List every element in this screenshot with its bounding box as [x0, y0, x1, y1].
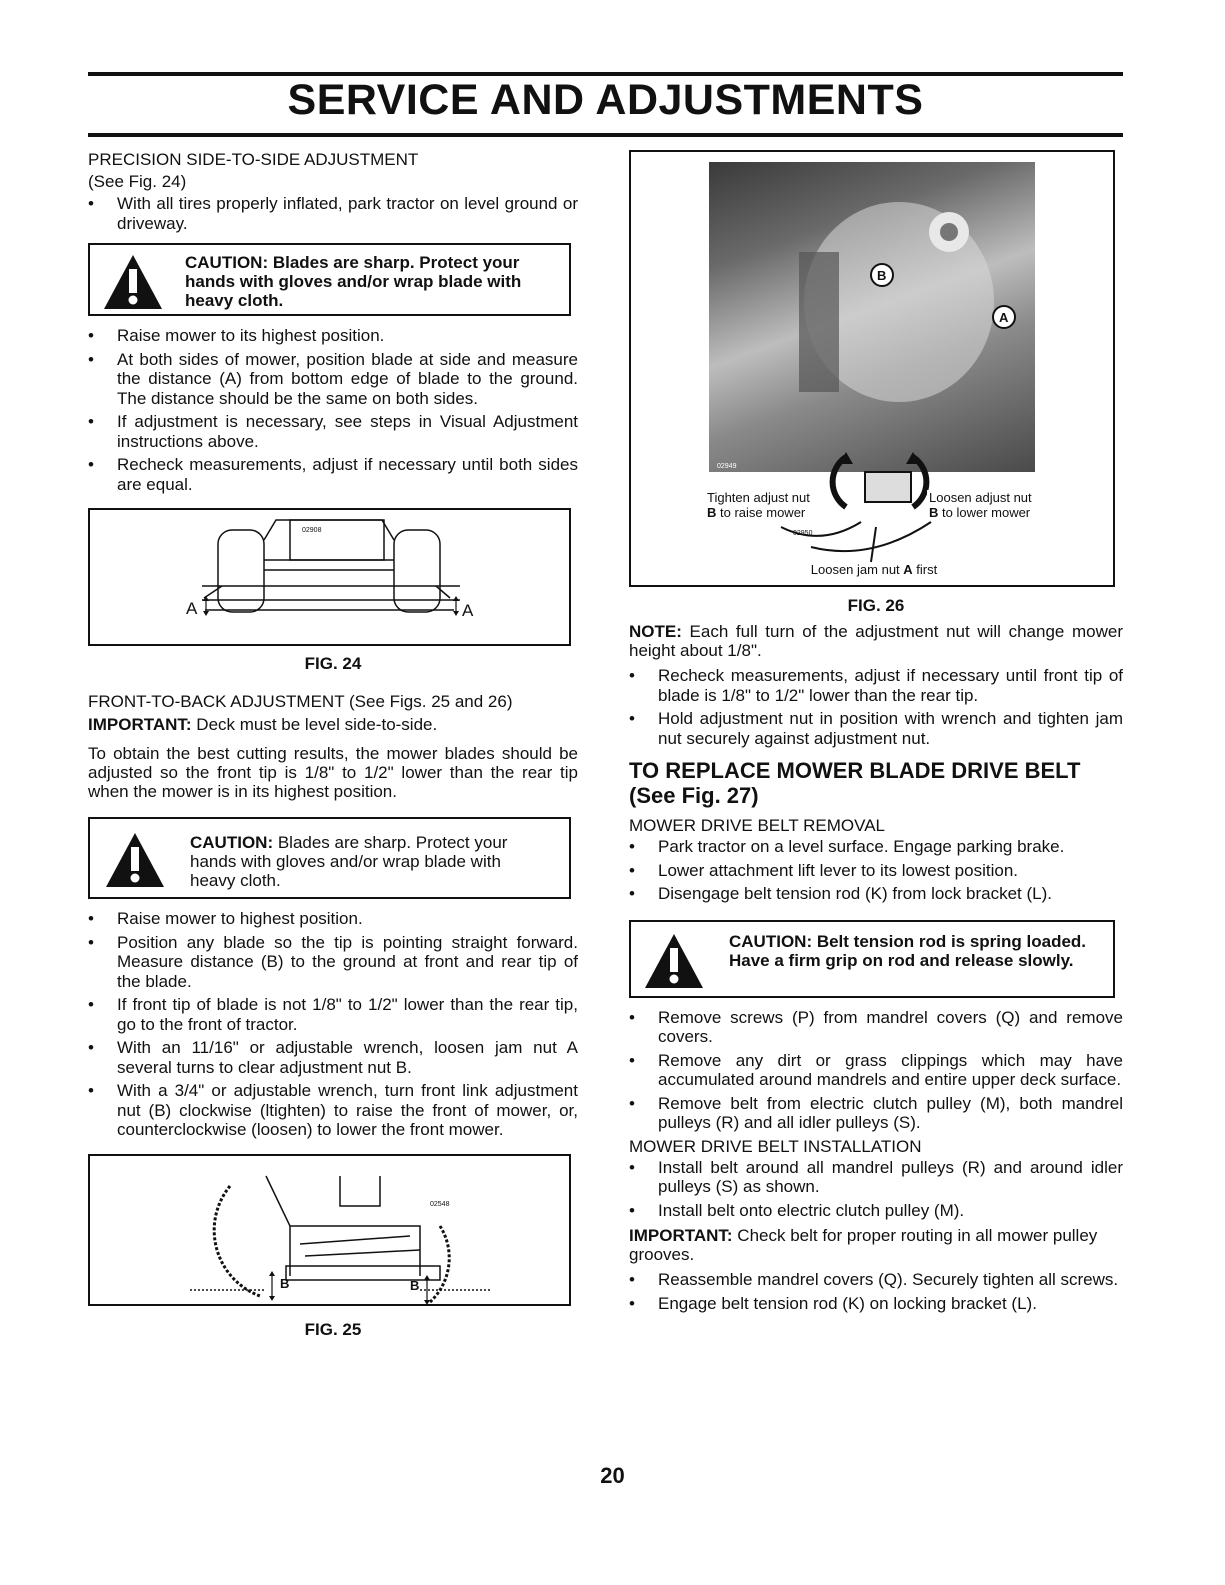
fig26-label-a: A [999, 310, 1009, 325]
important-2-paragraph [629, 1226, 1123, 1264]
important-2-label: IMPORTANT: [629, 1226, 733, 1245]
loosen-rest: to lower mower [938, 505, 1031, 520]
side-to-side-subheading: (See Fig. 24) [88, 172, 187, 191]
list-item: • Engage belt tension rod (K) on locking bracket (L). [629, 1294, 1123, 1314]
list-item: • Reassemble mandrel covers (Q). Securely tighten all screws. [629, 1270, 1123, 1290]
right-column [629, 150, 1123, 1317]
loosen-line-1: Loosen adjust nut [929, 490, 1032, 505]
removal-list-1 [629, 837, 1123, 904]
tighten-rest: to raise mower [716, 505, 806, 520]
list-item: • Remove any dirt or grass clippings which may have accumulated around mandrels and entire upper deck surface. [629, 1051, 1123, 1090]
fig26-code-top: 02949 [717, 463, 737, 470]
figure-26 [629, 150, 1115, 587]
jam-text: Loosen jam nut [810, 562, 904, 577]
page-title: SERVICE AND ADJUSTMENTS [287, 76, 924, 124]
important-paragraph [88, 715, 578, 734]
caution-text-1: CAUTION: Blades are sharp. Protect your hands with gloves and/or wrap blade with heavy cloth. [185, 253, 522, 310]
list-item: • Position any blade so the tip is pointing straight forward. Measure distance (B) to the ground at front and rear tip of the blade. [88, 933, 578, 992]
mower-front-illustration [90, 510, 569, 644]
caution-box-3 [629, 920, 1115, 998]
list-item: • If front tip of blade is not 1/8" to 1/2" lower than the rear tip, go to the front of tractor. [88, 995, 578, 1034]
list-item: • If adjustment is necessary, see steps in Visual Adjustment instructions above. [88, 412, 578, 451]
front-to-back-paragraph: To obtain the best cutting results, the mower blades should be adjusted so the front tip is 1/8" to 1/2" lower than the rear tip when the mower is in its highest position. [88, 744, 578, 801]
jam-first: first [912, 562, 938, 577]
list-item: • Lower attachment lift lever to its lowest position. [629, 861, 1123, 881]
list-item: • Install belt around all mandrel pulleys (R) and around idler pulleys (S) as shown. [629, 1158, 1123, 1197]
left-column [88, 150, 578, 1340]
warning-icon [643, 932, 705, 990]
fig26-caption: FIG. 26 [847, 596, 905, 615]
note-label: NOTE: [629, 622, 682, 641]
fig24-caption: FIG. 24 [304, 654, 362, 673]
fig24-label-a-right: A [462, 601, 474, 620]
fig25-code: 02548 [430, 1200, 450, 1208]
list-item: • Recheck measurements, adjust if necessary until both sides are equal. [88, 455, 578, 494]
tighten-line-2 [707, 505, 810, 520]
jam-a: A [903, 562, 913, 577]
fig24-label-a-left: A [186, 599, 198, 618]
side-to-side-heading: PRECISION SIDE-TO-SIDE ADJUSTMENT [88, 150, 419, 169]
figure-25 [88, 1154, 571, 1306]
fig25-caption: FIG. 25 [304, 1319, 362, 1339]
fig26-loosen-label [927, 490, 1034, 520]
important-text: Deck must be level side-to-side. [191, 715, 438, 734]
tighten-b: B [707, 505, 717, 520]
mower-side-illustration [90, 1156, 569, 1304]
note-list [629, 666, 1123, 748]
belt-heading [629, 758, 1123, 808]
warning-icon [102, 253, 164, 311]
fig25-label-b-left: B [280, 1275, 290, 1291]
install-heading: MOWER DRIVE BELT INSTALLATION [629, 1136, 922, 1156]
side-to-side-list-b [88, 326, 578, 494]
removal-heading: MOWER DRIVE BELT REMOVAL [629, 816, 885, 835]
removal-list-2 [629, 1008, 1123, 1133]
side-to-side-list-a [88, 194, 578, 233]
list-item: • With a 3/4" or adjustable wrench, turn front link adjustment nut (B) clockwise (ltighten) to raise the front of mower, or, counterclockwise (loosen) to lower the front mower. [88, 1081, 578, 1140]
fig26-jam-label [631, 562, 1117, 577]
list-item: • Recheck measurements, adjust if necessary until front tip of blade is 1/8" to 1/2" lower than the rear tip. [629, 666, 1123, 705]
loosen-line-2 [929, 505, 1032, 520]
list-item: • At both sides of mower, position blade at side and measure the distance (A) from bottom edge of blade to the ground. The distance should be the same on both sides. [88, 350, 578, 409]
list-item: • Raise mower to highest position. [88, 909, 578, 929]
caution-text-2 [190, 833, 546, 890]
caution-box-2 [88, 817, 571, 899]
list-item: • Disengage belt tension rod (K) from lock bracket (L). [629, 884, 1123, 904]
note-paragraph [629, 622, 1123, 660]
fig26-tighten-label [705, 490, 812, 520]
caution-box-1 [88, 243, 571, 316]
figure-24 [88, 508, 571, 646]
front-to-back-list [88, 909, 578, 1140]
list-item: • Park tractor on a level surface. Engage parking brake. [629, 837, 1123, 857]
belt-heading-line-1: TO REPLACE MOWER BLADE DRIVE BELT [629, 758, 1081, 783]
title-underline [88, 133, 1123, 137]
caution-2-label: CAUTION: [190, 833, 274, 852]
list-item: • With an 11/16" or adjustable wrench, loosen jam nut A several turns to clear adjustment nut B. [88, 1038, 578, 1077]
list-item: • Install belt onto electric clutch pulley (M). [629, 1201, 1123, 1221]
fig25-label-b-right: B [410, 1277, 420, 1293]
note-text: Each full turn of the adjustment nut will change mower height about 1/8". [629, 622, 1123, 660]
list-item: • Remove belt from electric clutch pulley (M), both mandrel pulleys (R) and all idler pulleys (S). [629, 1094, 1123, 1133]
list-item: • Remove screws (P) from mandrel covers (Q) and remove covers. [629, 1008, 1123, 1047]
tighten-line-1: Tighten adjust nut [707, 490, 810, 505]
caution-2-body: Blades are sharp. Protect your hands with gloves and/or wrap blade with heavy cloth. [190, 833, 508, 890]
important-label: IMPORTANT: [88, 715, 192, 734]
list-item: • With all tires properly inflated, park tractor on level ground or driveway. [88, 194, 578, 233]
important-2-text: Check belt for proper routing in all mower pulley grooves. [629, 1226, 1098, 1264]
list-item: • Raise mower to its highest position. [88, 326, 578, 346]
fig24-code: 02908 [302, 527, 322, 534]
page-number: 20 [600, 1463, 625, 1488]
fig26-label-b: B [877, 268, 887, 283]
loosen-b: B [929, 505, 939, 520]
fig26-callout-arrows [631, 152, 1117, 589]
install-list [629, 1158, 1123, 1221]
warning-icon [104, 831, 166, 889]
final-list [629, 1270, 1123, 1313]
front-to-back-heading: FRONT-TO-BACK ADJUSTMENT (See Figs. 25 and 26) [88, 692, 513, 711]
fig26-code-bottom: 02950 [793, 530, 813, 537]
caution-text-3: CAUTION: Belt tension rod is spring loaded. Have a firm grip on rod and release slowly. [729, 931, 1087, 970]
list-item: • Hold adjustment nut in position with wrench and tighten jam nut securely against adjustment nut. [629, 709, 1123, 748]
belt-heading-line-2: (See Fig. 27) [629, 783, 759, 808]
